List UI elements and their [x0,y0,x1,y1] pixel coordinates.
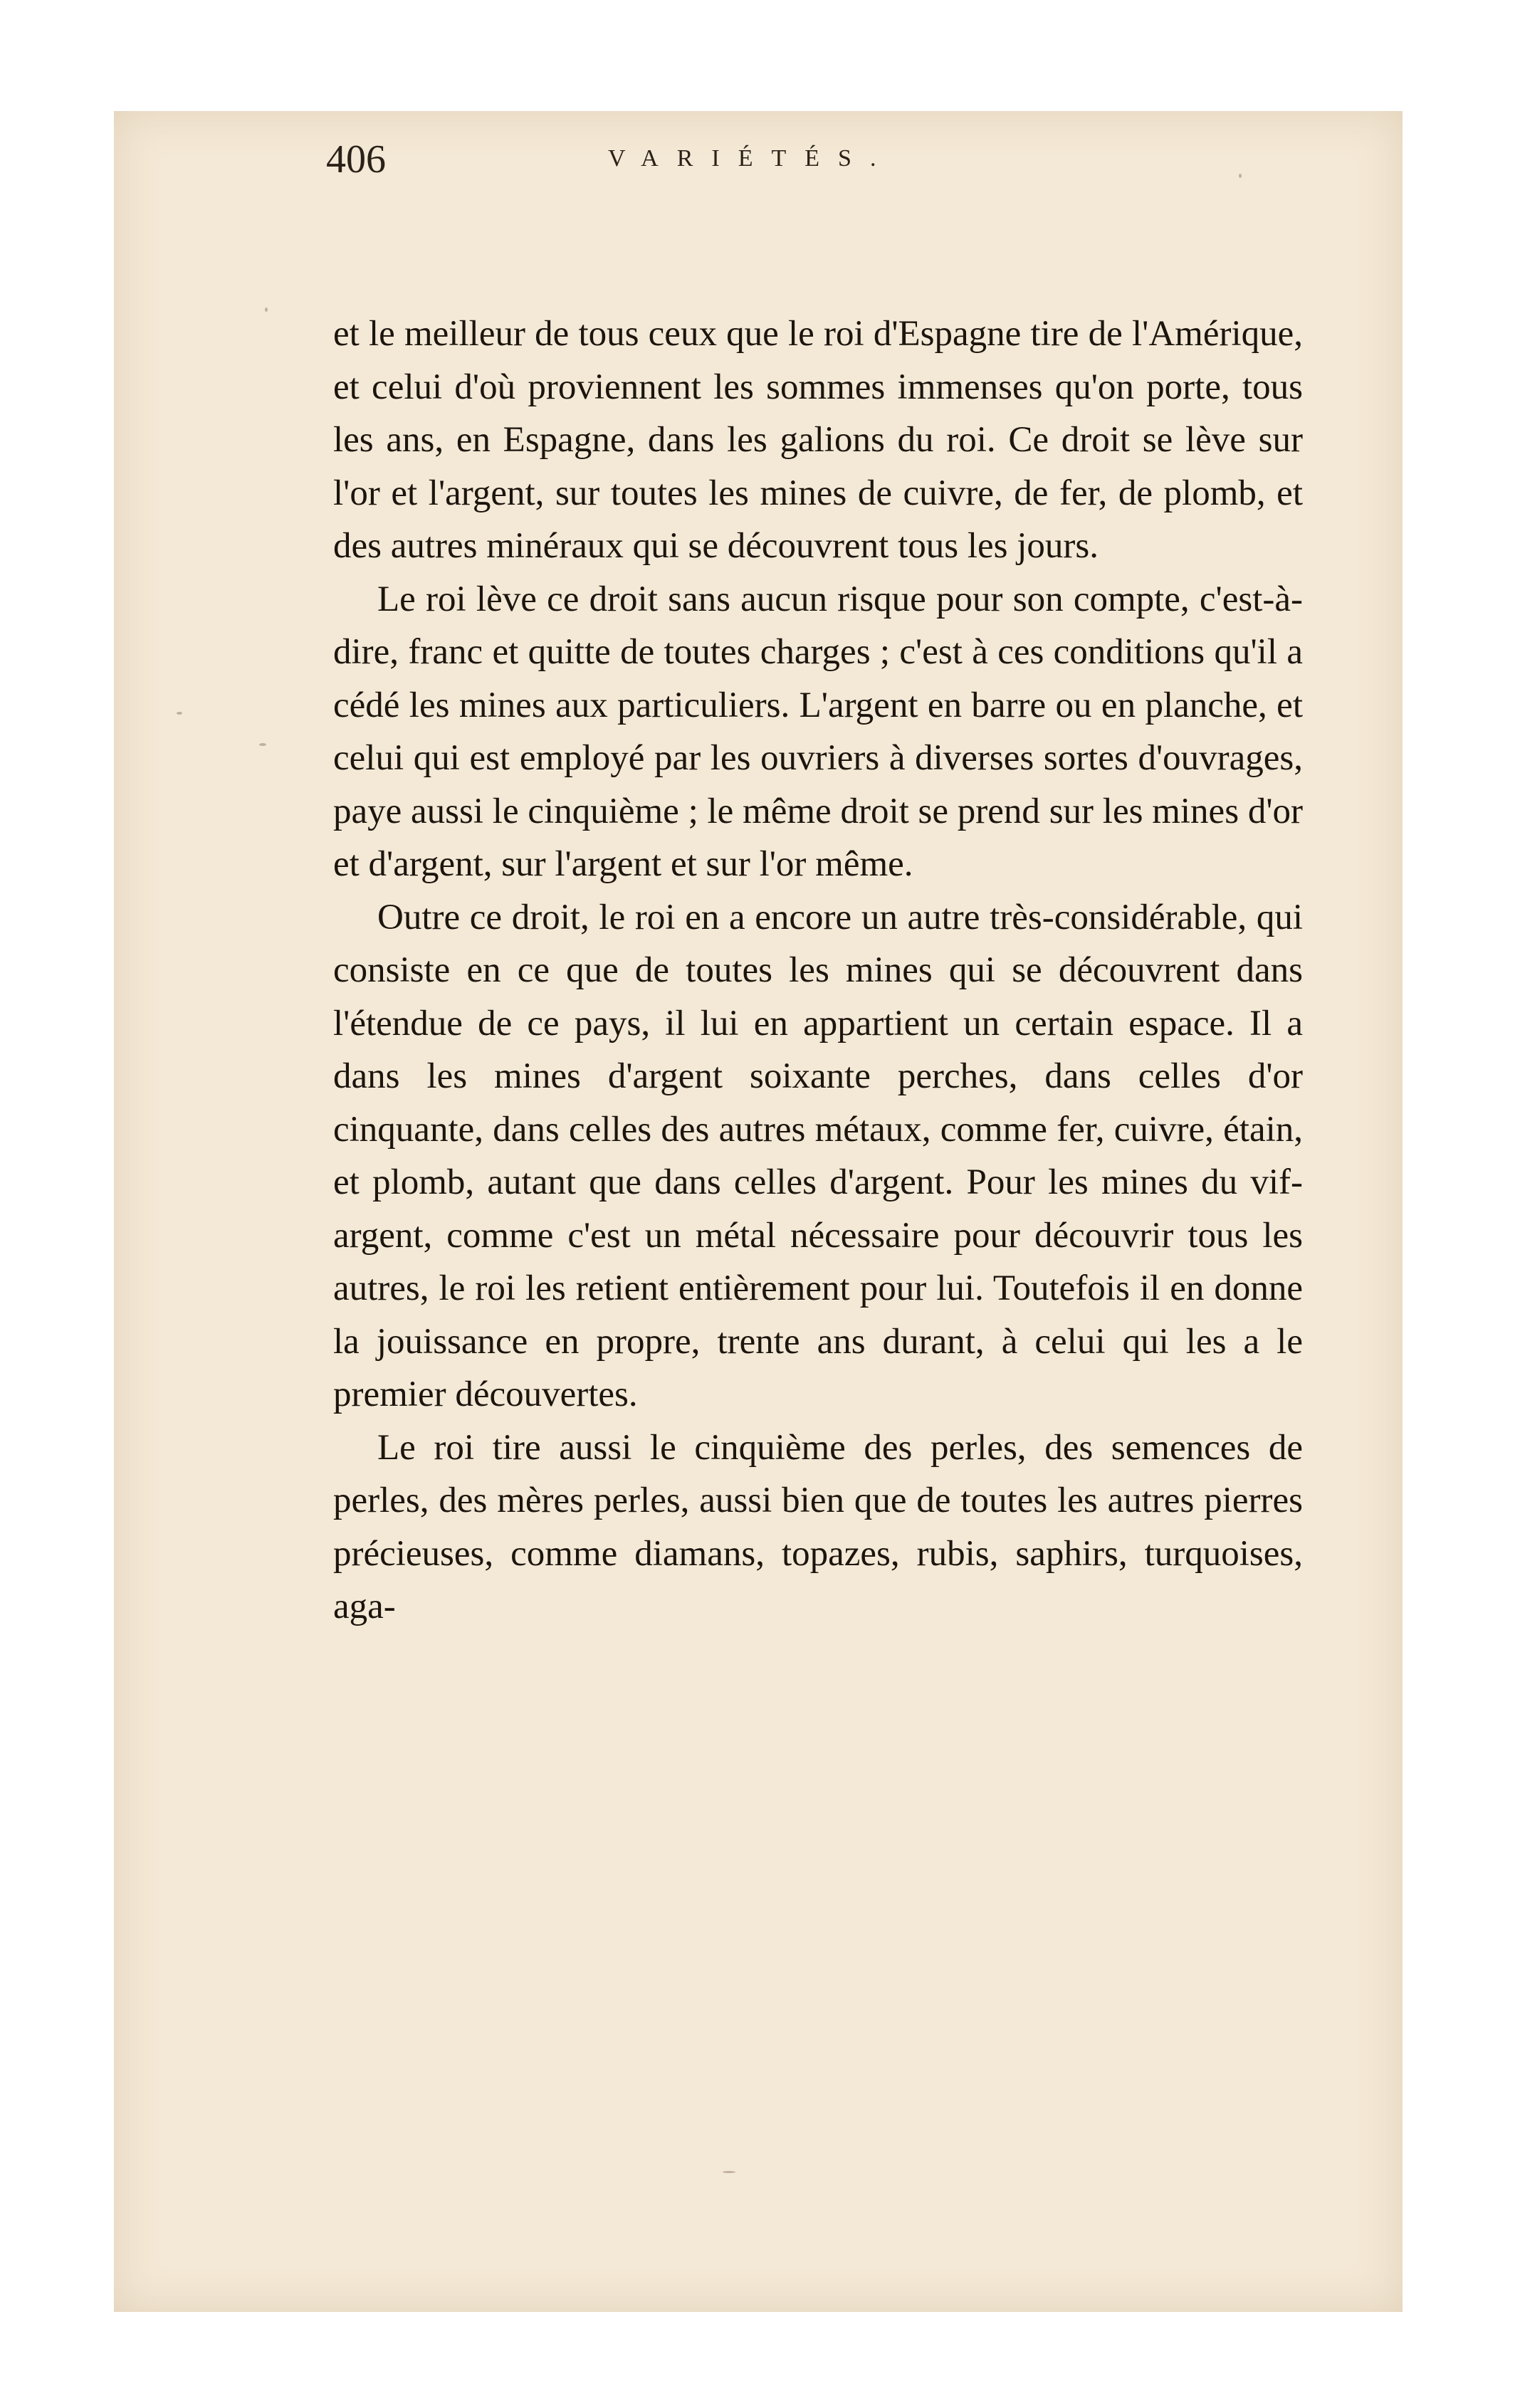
page-header [214,137,1303,186]
paragraph-1: et le meilleur de tous ceux que le roi d'Espagne tire de l'Amérique, et celui d'où proviennent les sommes immenses qu'on porte, tous les ans, en Espagne, dans les galions du roi. Ce droit se lève sur l'or et l'argent, sur toutes les mines de cuivre, de fer, de plomb, et des autres minéraux qui se découvrent tous les jours. [333,314,1303,566]
paragraph-3: Outre ce droit, le roi en a encore un autre très-considérable, qui consiste en ce que de toutes les mines qui se découvrent dans l'étendue de ce pays, il lui en appartient un certain espace. Il a dans les mines d'argent soixante perches, dans celles d'or cinquante, dans celles des autres métaux, comme fer, cuivre, étain, et plomb, autant que dans celles d'argent. Pour les mines du vif-argent, comme c'est un métal nécessaire pour découvrir tous les autres, le roi les retient entièrement pour lui. Toutefois il en donne la jouissance en propre, trente ans durant, à celui qui les a le premier découvertes. [333,897,1303,1414]
paragraph-2: Le roi lève ce droit sans aucun risque pour son compte, c'est-à-dire, franc et quitte de toutes charges ; c'est à ces conditions qu'il a cédé les mines aux particuliers. L'argent en barre ou en planche, et celui qui est employé par les ouvriers à diverses sortes d'ouvrages, paye aussi le cinquième ; le même droit se prend sur les mines d'or et d'argent, sur l'argent et sur l'or même. [333,579,1303,884]
paper-speck [259,743,266,746]
running-title: VARIÉTÉS. [608,145,895,172]
body-text [333,307,1303,1634]
paper-speck [265,307,268,312]
paragraph-4: Le roi tire aussi le cinquième des perles, des semences de perles, des mères perles, aussi bien que de toutes les autres pierres précieuses, comme diamans, topazes, rubis, saphirs, turquoises, aga- [333,1427,1303,1626]
page-number: 406 [326,137,386,182]
paper-speck [177,712,182,715]
paper-speck [723,2171,735,2173]
